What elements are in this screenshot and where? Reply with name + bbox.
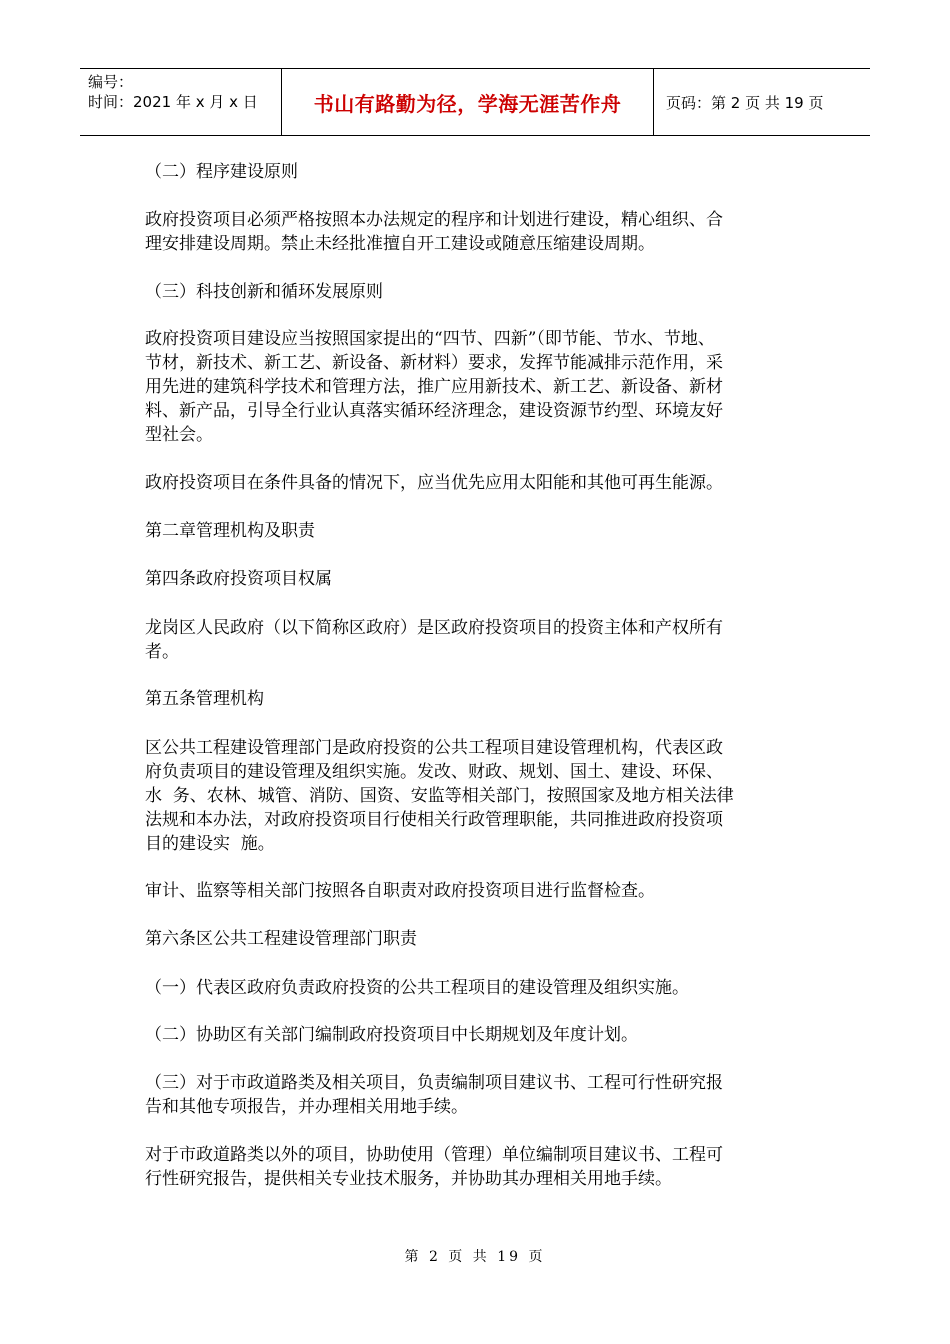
chapter-heading: 第二章管理机构及职责 [145, 521, 315, 541]
article-heading: 第六条区公共工程建设管理部门职责 [145, 929, 417, 949]
page-footer: 第 2 页 共 19 页 [404, 1249, 546, 1265]
body-paragraph: 审计、监察等相关部门按照各自职责对政府投资项目进行监督检查。 [145, 881, 655, 901]
list-item: （一）代表区政府负责政府投资的公共工程项目的建设管理及组织实施。 [145, 978, 689, 998]
list-item: （三）对于市政道路类及相关项目，负责编制项目建议书、工程可行性研究报 告和其他专项报告，并办理相关用地手续。 [145, 1073, 723, 1117]
list-item: （二）协助区有关部门编制政府投资项目中长期规划及年度计划。 [145, 1025, 638, 1045]
body-paragraph: 政府投资项目建设应当按照国家提出的“四节、四新”（即节能、节水、节地、 节材，新技术、新工艺、新设备、新材料）要求，发挥节能减排示范作用，采 用先进的建筑科学技术和管理方法，推广应用新技术、新工艺、新设备、新材 料、新产品，引导全行业认真落实循环经济理念，建设资源节约型、环境友好 型社会。 [145, 329, 723, 445]
header-page-info: 页码：第 2 页 共 19 页 [666, 93, 824, 112]
section-heading: （三）科技创新和循环发展原则 [145, 282, 383, 302]
body-paragraph: 区公共工程建设管理部门是政府投资的公共工程项目建设管理机构，代表区政 府负责项目的建设管理及组织实施。发改、财政、规划、国土、建设、环保、 水 务、农林、城管、消防、国资、安监等相关部门，按照国家及地方相关法律 法规和本办法，对政府投资项目行使相关行政管理职能，共同推进政府投资项 目的建设实 施。 [145, 738, 734, 854]
body-paragraph: 龙岗区人民政府（以下简称区政府）是区政府投资项目的投资主体和产权所有 者。 [145, 618, 723, 662]
document-number-label: 编号： [88, 73, 134, 91]
body-paragraph: 政府投资项目必须严格按照本办法规定的程序和计划进行建设，精心组织、合 理安排建设周期。禁止未经批准擅自开工建设或随意压缩建设周期。 [145, 210, 723, 254]
section-heading: （二）程序建设原则 [145, 162, 298, 182]
page-header [80, 68, 870, 136]
body-paragraph: 政府投资项目在条件具备的情况下，应当优先应用太阳能和其他可再生能源。 [145, 473, 723, 493]
body-paragraph: 对于市政道路类以外的项目，协助使用（管理）单位编制项目建议书、工程可 行性研究报告，提供相关专业技术服务，并协助其办理相关用地手续。 [145, 1145, 723, 1189]
header-motto: 书山有路勤为径，学海无涯苦作舟 [282, 69, 654, 135]
article-heading: 第四条政府投资项目权属 [145, 569, 332, 589]
header-meta [80, 69, 282, 135]
document-time-label: 时间：2021 年 x 月 x 日 [88, 93, 258, 111]
article-heading: 第五条管理机构 [145, 689, 264, 709]
